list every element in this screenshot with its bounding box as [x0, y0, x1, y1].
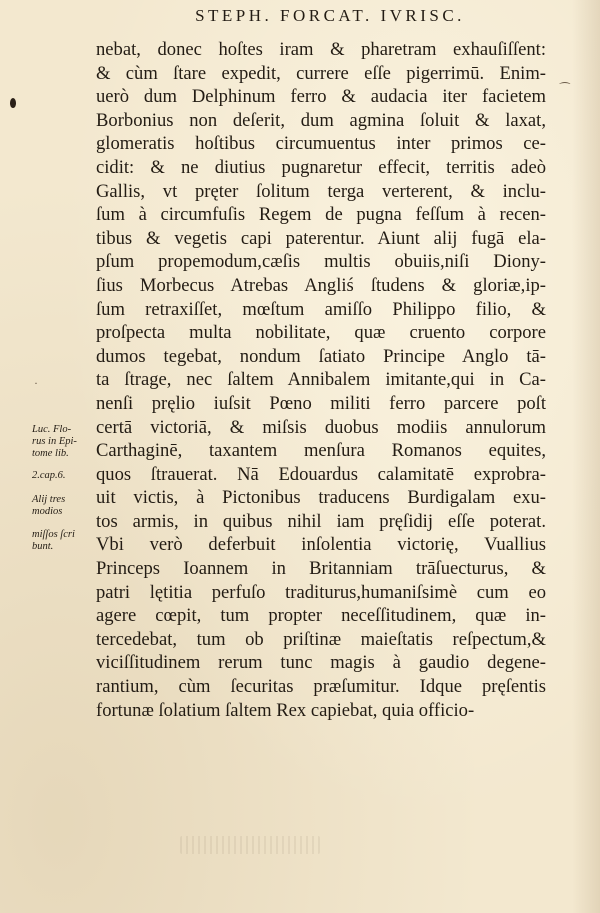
text-line: cidit: & ne diutius pugnaretur effecit, territis adeò [96, 156, 546, 178]
text-line: Carthaginē, taxantem menſura Romanos equites, [96, 440, 546, 462]
text-line: pſum propemodum,cæſis multis obuiis,niſi Diony- [96, 251, 546, 273]
text-line: & cùm ſtare expedit, currere eſſe pigerrimū. Enim- [96, 62, 546, 84]
text-line: tercedebat, tum ob priſtinæ maieſtatis reſpectum,& [96, 628, 546, 650]
text-line: ſum à circumfuſis Regem de pugna feſſum à recen- [96, 204, 546, 226]
margin-note-line: Alij tres [32, 493, 66, 505]
text-line: dumos tegebat, nondum ſatiato Principe Anglo tā- [96, 345, 546, 367]
text-line: Vbi verò deferbuit inſolentia victorię, Vuallius [96, 534, 546, 556]
page-edge-shadow [572, 0, 600, 913]
text-line: Princeps Ioannem in Britanniam trāſuecturus, & [96, 558, 546, 580]
text-line: ta ſtrage, nec ſaltem Annibalem imitante,qui in Ca- [96, 369, 546, 391]
text-line: ſius Morbecus Atrebas Angliś ſtudens & gloriæ,ip- [96, 274, 546, 296]
main-text-block [96, 38, 546, 722]
text-line: viciſſitudinem rerum tunc magis à gaudio degene- [96, 652, 546, 674]
stray-mark-icon: · [34, 376, 38, 390]
text-line: nebat, donec hoſtes iram & pharetram exhauſiſſent: [96, 39, 546, 60]
margin-note-line [32, 482, 96, 494]
text-line: uerò dum Delphinum ferro & audacia iter facietem [96, 86, 546, 108]
margin-note-line: tome lib. [32, 447, 69, 459]
text-line: certā victoriā, & miſsis duobus modiis annulorum [96, 416, 546, 438]
text-line: uit victis, à Pictonibus traducens Burdigalam exu- [96, 487, 546, 509]
ink-blot-icon [10, 98, 16, 108]
margin-note-line: Luc. Flo- [32, 424, 72, 435]
text-line: agere cœpit, tum propter neceſſitudinem, quæ in- [96, 605, 546, 627]
margin-note-line [32, 518, 96, 530]
text-line: ſum retraxiſſet, mœſtum amiſſo Philippo filio, & [96, 298, 546, 320]
text-line: proſpecta multa nobilitate, quæ cruento corpore [96, 322, 546, 344]
show-through-ink [180, 836, 320, 854]
marginal-notes [32, 424, 96, 553]
text-line: tos armis, in quibus nihil iam pręſidij eſſe poterat. [96, 510, 546, 532]
text-line: Borbonius non deſerit, dum agmina ſoluit & laxat, [96, 109, 546, 131]
margin-note-line: 2.cap.6. [32, 470, 66, 482]
margin-note-line: rus in Epi- [32, 435, 77, 447]
text-line: glomeratis hoſtibus circumuentus inter primos ce- [96, 133, 546, 155]
text-line: fortunæ ſolatium ſaltem Rex capiebat, quia officio- [96, 699, 475, 721]
margin-note-line: miſſos ſcri [32, 529, 75, 541]
text-line: rantium, cùm ſecuritas præſumitur. Idque pręſentis [96, 676, 546, 698]
stray-mark-icon: ⁀ [560, 82, 570, 96]
margin-note-line: bunt. [32, 541, 54, 553]
text-line: tibus & vegetis capi paterentur. Aiunt alij fugā ela- [96, 227, 546, 249]
text-line: patri lętitia perfuſo traditurus,humaniſsimè cum eo [96, 581, 546, 603]
running-head: STEPH. FORCAT. IVRISC. [195, 6, 465, 25]
margin-note-line: modios [32, 505, 63, 517]
text-line: Gallis, vt pręter ſolitum terga verterent, & inclu- [96, 180, 546, 202]
text-line: quos ſtrauerat. Nā Edouardus calamitatē exprobra- [96, 463, 546, 485]
text-line: nenſi pręlio iuſsit Pœno militi ferro parcere poſt [96, 392, 546, 414]
